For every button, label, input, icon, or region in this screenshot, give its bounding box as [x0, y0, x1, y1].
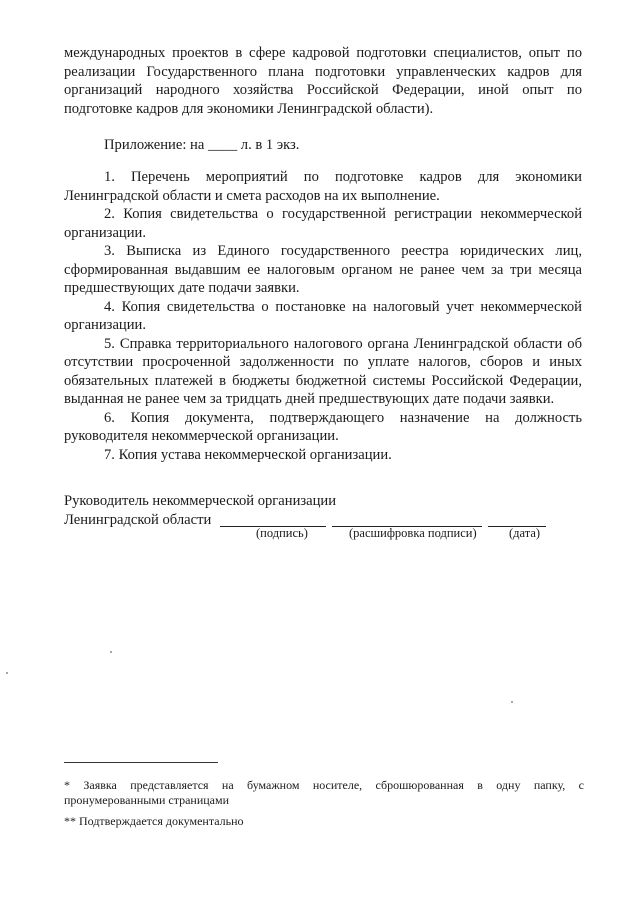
footnote-item: * Заявка представляется на бумажном носителе, сброшюрованная в одну папку, с пронумерованными страницами — [64, 778, 584, 807]
list-item: 2. Копия свидетельства о государственной регистрации некоммерческой организации. — [64, 206, 582, 241]
signature-title-line1: Руководитель некоммерческой организации — [64, 493, 337, 509]
signature-caption: (подпись) — [256, 526, 308, 540]
signature-title-line2: Ленинградской области — [64, 511, 212, 528]
intro-text: международных проектов в сфере кадровой подготовки специалистов, опыт по реализации Государственного плана подготовки управленческих кадров для организаций народного хозяйства Российской Федерации, иной опыт по подготовке кадров для экономики Ленинградской области). — [64, 45, 582, 117]
appendix-line — [104, 136, 582, 155]
scan-speck — [511, 701, 513, 703]
scan-speck — [110, 651, 112, 653]
list-item: 4. Копия свидетельства о постановке на налоговый учет некоммерческой организации. — [64, 298, 582, 333]
date-caption: (дата) — [509, 526, 541, 540]
footnote-item: ** Подтверждается документально — [64, 814, 244, 828]
scan-speck — [6, 672, 8, 674]
intro-paragraph — [64, 44, 582, 118]
signature-title-line2-row — [64, 511, 584, 530]
list-item: 6. Копия документа, подтверждающего назначение на должность руководителя некоммерческой организации. — [64, 409, 582, 444]
appendix-text: Приложение: на ____ л. в 1 экз. — [104, 137, 300, 153]
decoding-caption: (расшифровка подписи) — [349, 526, 477, 540]
footnotes — [64, 778, 584, 835]
footnote-separator — [64, 762, 218, 763]
signature-block — [64, 492, 584, 530]
list-item: 1. Перечень мероприятий по подготовке кадров для экономики Ленинградской области и смета расходов на их выполнение. — [64, 169, 582, 204]
list-item: 5. Справка территориального налогового органа Ленинградской области об отсутствии просроченной задолженности по уплате налогов, сборов и иных обязательных платежей в бюджеты бюджетной системы Российской Федерации, выданная не ранее чем за тридцать дней предшествующих дате подачи заявки. — [64, 335, 582, 407]
list-item: 7. Копия устава некоммерческой организации. — [104, 446, 392, 463]
list-item: 3. Выписка из Единого государственного реестра юридических лиц, сформированная выдавшим ее налоговым органом не ранее чем за три месяца предшествующих дате подачи заявки. — [64, 243, 582, 296]
appendix-list — [64, 168, 582, 464]
